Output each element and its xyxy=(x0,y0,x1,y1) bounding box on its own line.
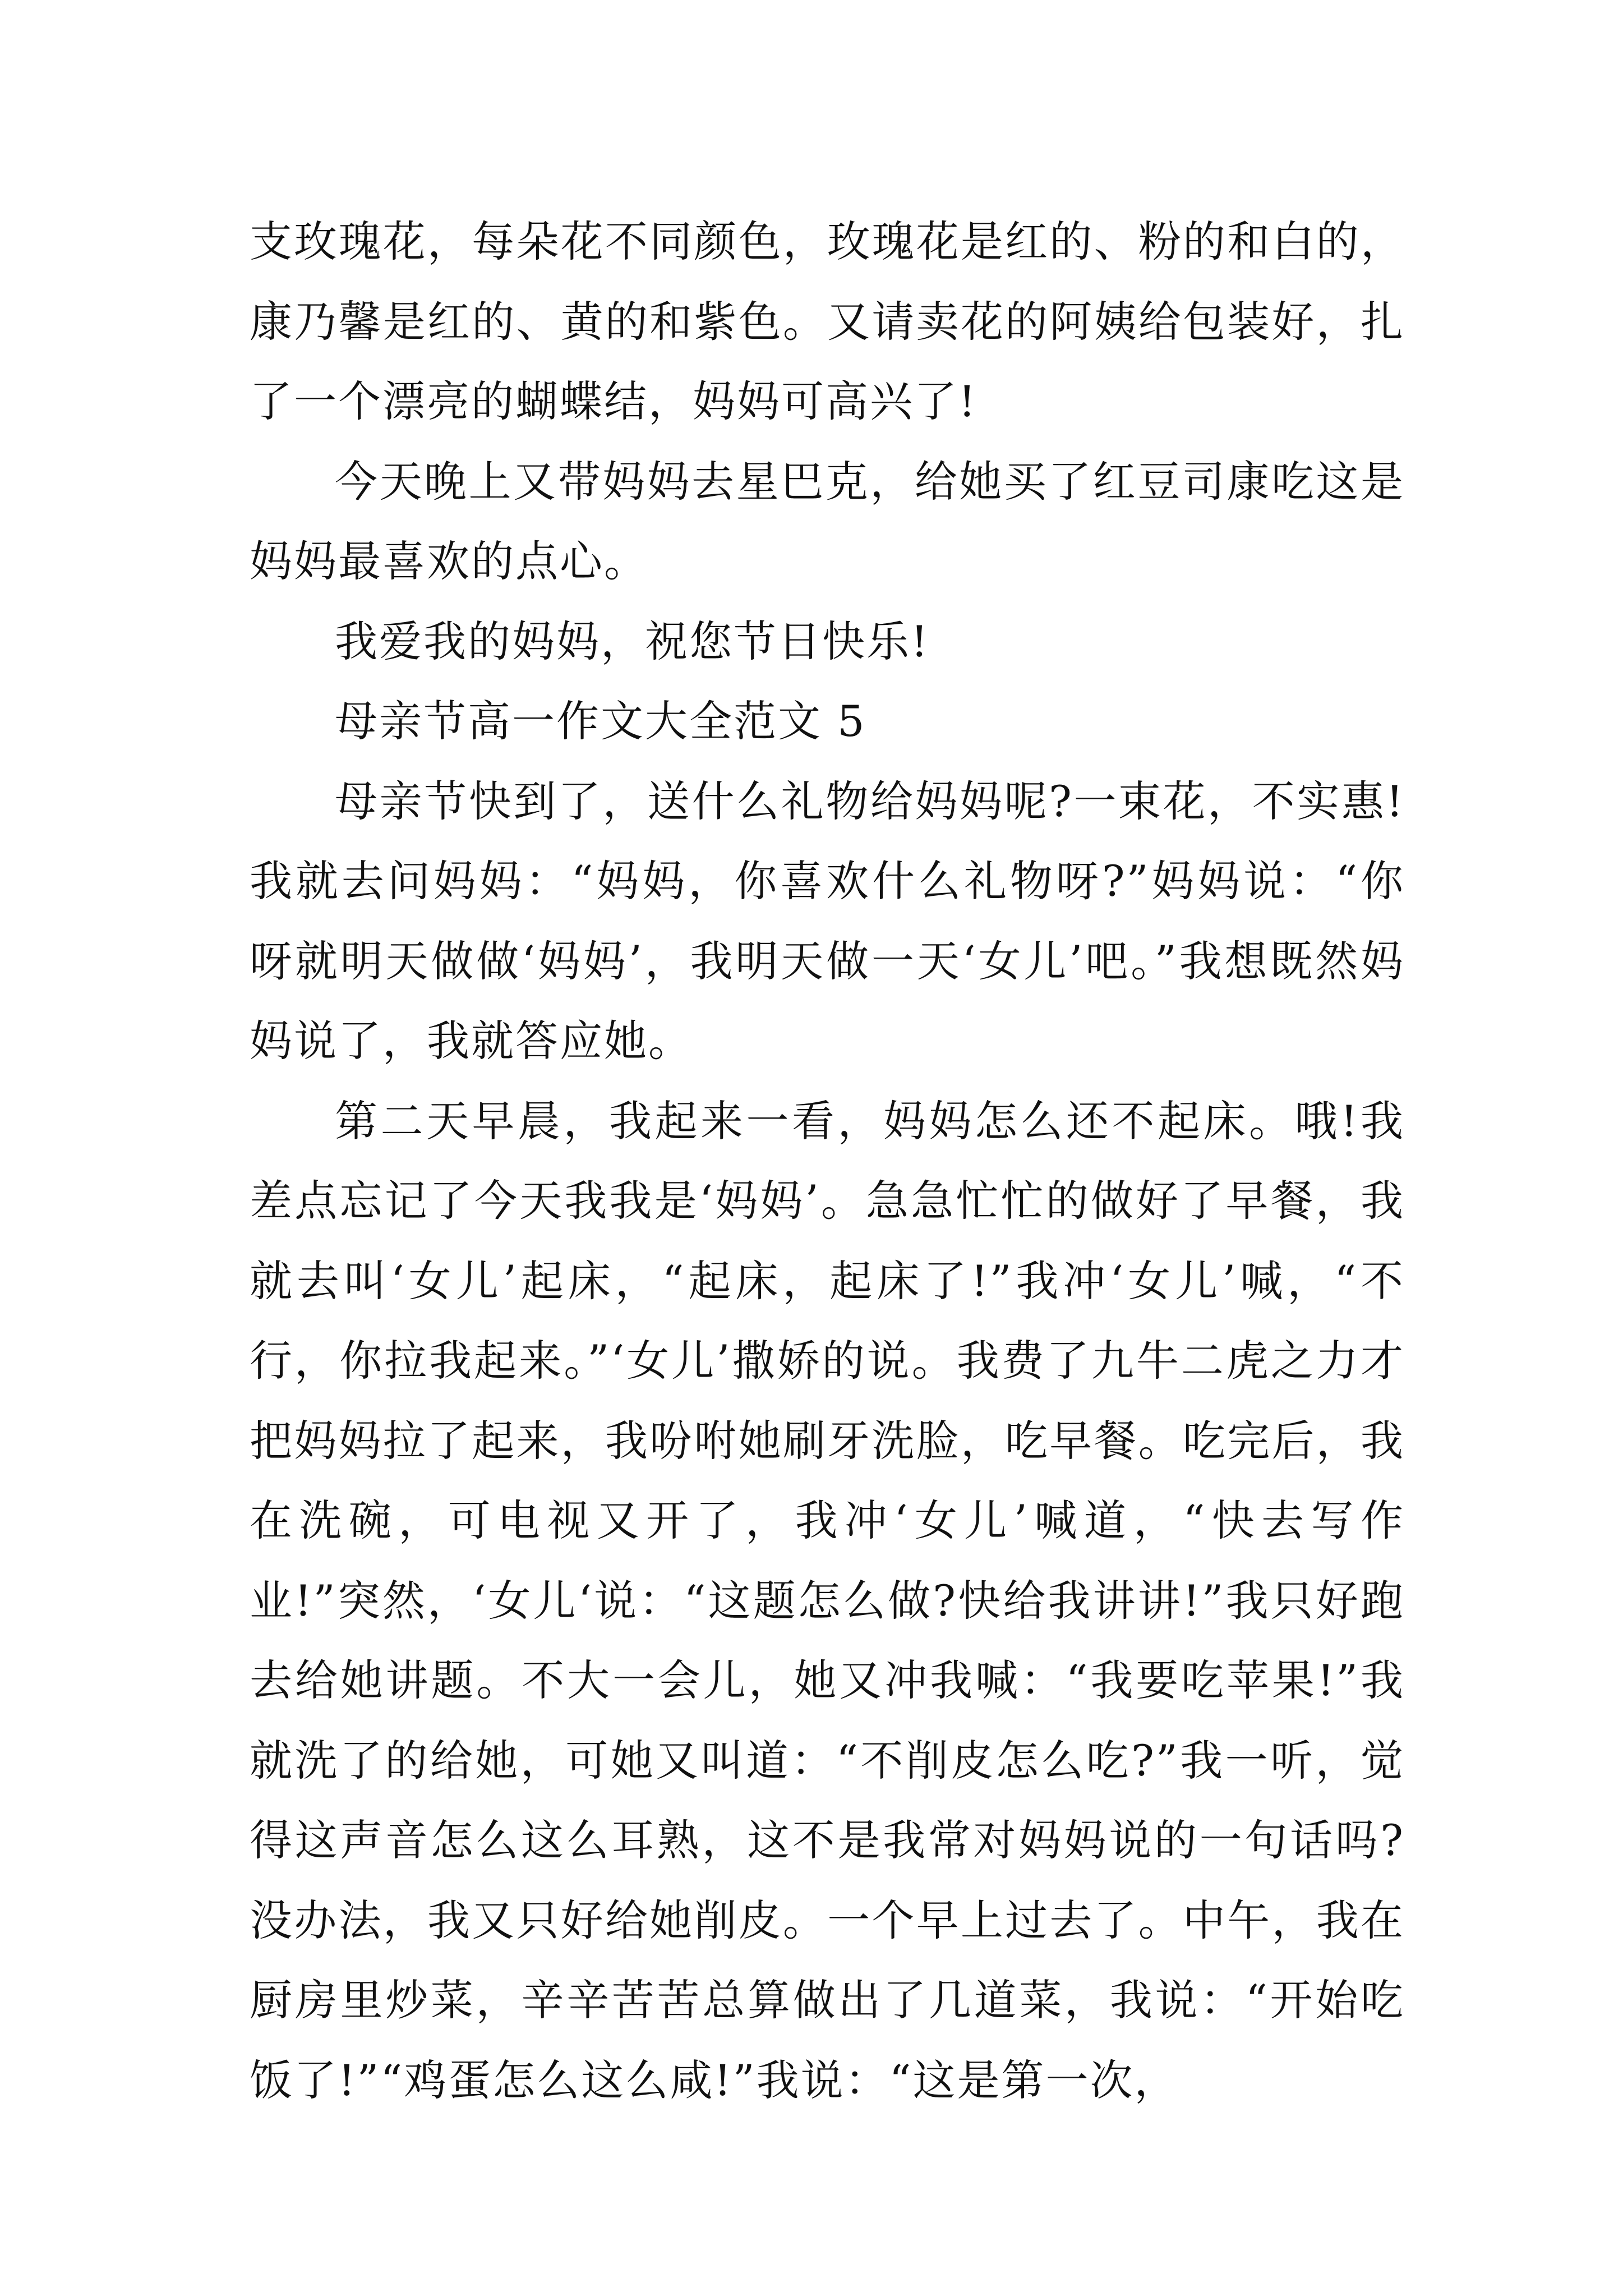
paragraph-gift-question: 母亲节快到了，送什么礼物给妈妈呢?一束花，不实惠!我就去问妈妈：“妈妈，你喜欢什么礼物呀?”妈妈说：“你呀就明天做做‘妈妈’，我明天做一天‘女儿’吧。”我想既然妈妈说了，我就答应她。 xyxy=(250,776,1405,1066)
paragraph-love-mom: 我爱我的妈妈，祝您节日快乐! xyxy=(335,616,930,666)
document-body xyxy=(250,202,1405,2120)
paragraph-starbucks: 今天晚上又带妈妈去星巴克，给她买了红豆司康吃这是妈妈最喜欢的点心。 xyxy=(250,456,1405,586)
paragraph-next-morning: 第二天早晨，我起来一看，妈妈怎么还不起床。哦!我差点忘记了今天我我是‘妈妈’。急急忙忙的做好了早餐，我就去叫‘女儿’起床，“起床，起床了!”我冲‘女儿’喊，“不行，你拉我起来。”‘女儿’撒娇的说。我费了九牛二虎之力才把妈妈拉了起来，我吩咐她刷牙洗脸，吃早餐。吃完后，我在洗碗，可电视又开了，我冲‘女儿’喊道，“快去写作业!”突然，‘女儿‘说：“这题怎么做?快给我讲讲!”我只好跑去给她讲题。不大一会儿，她又冲我喊：“我要吃苹果!”我就洗了的给她，可她又叫道：“不削皮怎么吃?”我一听，觉得这声音怎么这么耳熟，这不是我常对妈妈说的一句话吗?没办法，我又只好给她削皮。一个早上过去了。中午，我在厨房里炒菜，辛辛苦苦总算做出了几道菜，我说：“开始吃饭了!”“鸡蛋怎么这么咸!”我说：“这是第一次， xyxy=(250,1096,1405,2105)
paragraph-roses: 支玫瑰花，每朵花不同颜色，玫瑰花是红的、粉的和白的，康乃馨是红的、黄的和紫色。又请卖花的阿姨给包装好，扎了一个漂亮的蝴蝶结，妈妈可高兴了! xyxy=(250,217,1405,426)
essay-heading: 母亲节高一作文大全范文 5 xyxy=(335,696,866,746)
